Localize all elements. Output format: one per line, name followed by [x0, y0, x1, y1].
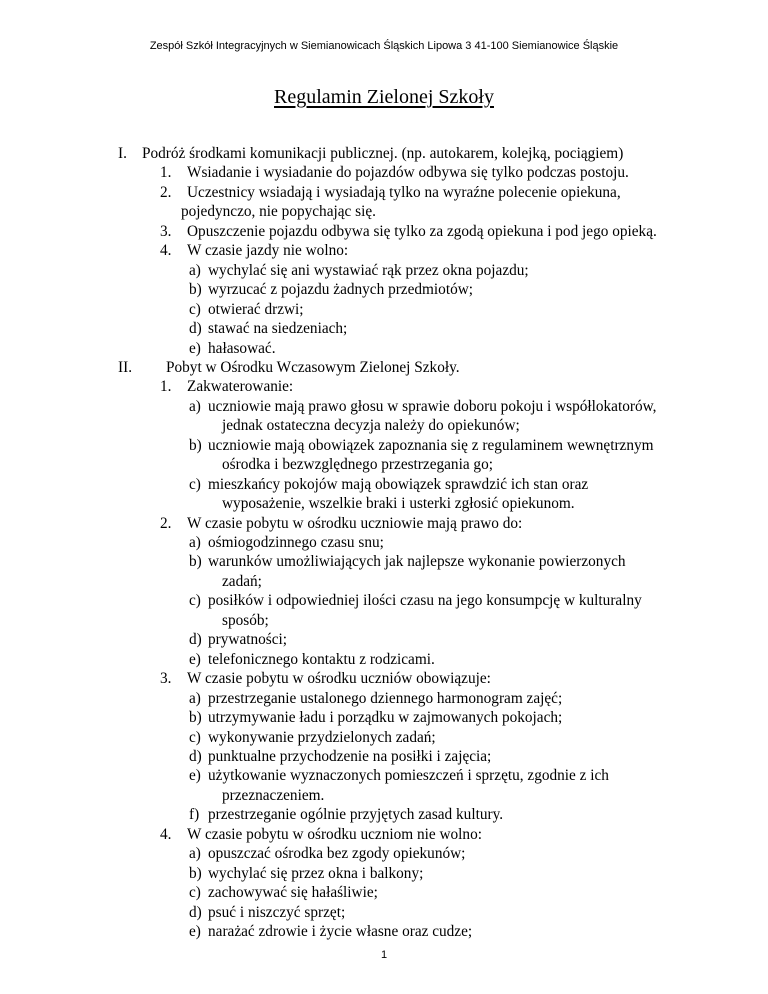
sub-item-text: użytkowanie wyznaczonych pomieszczeń i sprzętu, zgodnie z ich [208, 767, 609, 785]
sub-item-letter: e) [189, 339, 201, 357]
list-item-text: pojedynczo, nie popychając się. [181, 203, 376, 221]
sub-item-letter: c) [189, 300, 201, 318]
list-item-number: 4. [160, 825, 172, 843]
sub-item-text: zadań; [222, 572, 262, 590]
sub-item-letter: b) [189, 553, 202, 571]
page-header: Zespół Szkół Integracyjnych w Siemianowicach Śląskich Lipowa 3 41-100 Siemianowice Śląskie [149, 40, 619, 52]
sub-item-letter: c) [189, 728, 201, 746]
sub-item-text: ośrodka i bezwzględnego przestrzegania go; [222, 456, 493, 474]
list-item-text: W czasie jazdy nie wolno: [187, 242, 349, 260]
list-item-number: 2. [160, 514, 172, 532]
sub-item-letter: d) [189, 320, 202, 338]
sub-item-letter: d) [189, 903, 202, 921]
list-item-text: Uczestnicy wsiadają i wysiadają tylko na wyraźne polecenie opiekuna, [187, 183, 621, 201]
sub-item-text: prywatności; [208, 631, 288, 649]
list-item-text: W czasie pobytu w ośrodku uczniom nie wolno: [187, 825, 482, 843]
sub-item-letter: b) [189, 864, 202, 882]
sub-item-letter: a) [189, 845, 201, 863]
sub-item-text: stawać na siedzeniach; [208, 320, 348, 338]
sub-item-letter: d) [189, 747, 202, 765]
sub-item-text: jednak ostateczna decyzja należy do opiekunów; [222, 417, 520, 435]
sub-item-letter: a) [189, 397, 201, 415]
sub-item-text: wyposażenie, wszelkie braki i usterki zgłosić opiekunom. [222, 495, 575, 513]
sub-item-text: przeznaczeniem. [222, 786, 325, 804]
section1-numeral: I. [118, 145, 127, 162]
sub-item-letter: a) [189, 534, 201, 551]
list-item-number: 2. [160, 183, 172, 201]
list-item-text: W czasie pobytu w ośrodku uczniów obowiązuje: [187, 670, 491, 688]
sub-item-text: uczniowie mają prawo głosu w sprawie doboru pokoju i współlokatorów, [208, 397, 657, 415]
sub-item-text: sposób; [222, 611, 269, 629]
list-item-text: W czasie pobytu w ośrodku uczniowie mają prawo do: [187, 514, 523, 532]
sub-item-text: wyrzucać z pojazdu żadnych przedmiotów; [208, 281, 474, 299]
sub-item-text: telefonicznego kontaktu z rodzicami. [208, 650, 435, 668]
sub-item-letter: b) [189, 436, 202, 454]
sub-item-letter: b) [189, 709, 202, 727]
sub-item-text: psuć i niszczyć sprzęt; [208, 903, 346, 921]
document-title: Regulamin Zielonej Szkoły [274, 86, 494, 108]
list-item-number: 3. [160, 670, 172, 688]
sub-item-text: mieszkańcy pokojów mają obowiązek sprawdzić ich stan oraz [208, 475, 589, 493]
sub-item-letter: b) [189, 281, 202, 299]
section2-heading: Pobyt w Ośrodku Wczasowym Zielonej Szkoły. [166, 358, 460, 376]
sub-item-letter: c) [189, 475, 201, 493]
sub-item-text: wykonywanie przydzielonych zadań; [208, 728, 436, 746]
sub-item-letter: e) [189, 650, 201, 668]
list-item-text: Wsiadanie i wysiadanie do pojazdów odbywa się tylko podczas postoju. [187, 164, 629, 182]
sub-item-text: ośmiogodzinnego czasu snu; [208, 534, 384, 551]
list-item-number: 1. [160, 164, 172, 182]
sub-item-text: otwierać drzwi; [208, 300, 304, 318]
section2-numeral: II. [118, 358, 133, 376]
sub-item-text: wychylać się przez okna i balkony; [208, 864, 424, 882]
sub-item-letter: a) [189, 689, 201, 707]
sub-item-text: narażać zdrowie i życie własne oraz cudze; [208, 923, 473, 940]
list-item-number: 3. [160, 222, 172, 240]
sub-item-letter: e) [189, 923, 201, 940]
sub-item-text: wychylać się ani wystawiać rąk przez okna pojazdu; [208, 261, 529, 279]
sub-item-letter: a) [189, 261, 201, 279]
list-item-text: Opuszczenie pojazdu odbywa się tylko za zgodą opiekuna i pod jego opieką. [187, 222, 657, 240]
sub-item-letter: d) [189, 631, 202, 649]
sub-item-text: uczniowie mają obowiązek zapoznania się z regulaminem wewnętrznym [208, 436, 654, 454]
sub-item-text: przestrzeganie ustalonego dziennego harmonogram zajęć; [208, 689, 563, 707]
list-item-number: 4. [160, 242, 172, 260]
sub-item-text: posiłków i odpowiedniej ilości czasu na jego konsumpcję w kulturalny [208, 592, 642, 610]
sub-item-text: warunków umożliwiających jak najlepsze wykonanie powierzonych [208, 553, 626, 571]
sub-item-text: opuszczać ośrodka bez zgody opiekunów; [208, 845, 466, 863]
sub-item-letter: c) [189, 592, 201, 610]
sub-item-text: przestrzeganie ogólnie przyjętych zasad kultury. [208, 806, 504, 824]
sub-item-text: hałasować. [208, 339, 276, 357]
sub-item-text: utrzymywanie ładu i porządku w zajmowanych pokojach; [208, 709, 563, 727]
sub-item-letter: e) [189, 767, 201, 785]
section1-heading: Podróż środkami komunikacji publicznej. (np. autokarem, kolejką, pociągiem) [142, 145, 624, 162]
sub-item-letter: f) [189, 806, 200, 824]
list-item-number: 1. [160, 378, 172, 396]
page-number: 1 [380, 949, 388, 961]
sub-item-letter: c) [189, 884, 201, 902]
list-item-text: Zakwaterowanie: [187, 378, 294, 396]
sub-item-text: punktualne przychodzenie na posiłki i zajęcia; [208, 747, 492, 765]
sub-item-text: zachowywać się hałaśliwie; [208, 884, 378, 902]
